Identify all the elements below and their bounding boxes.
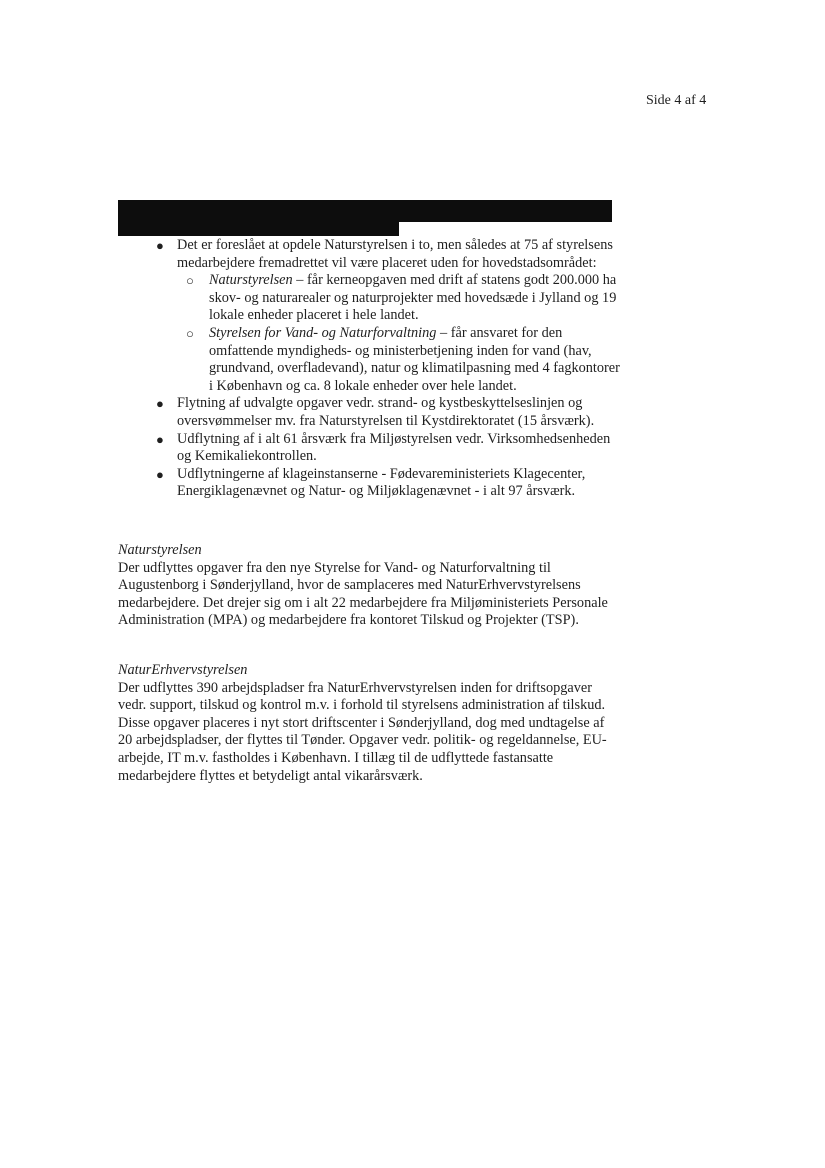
page-number: Side 4 af 4 [646, 93, 707, 108]
bullet-text: Udflytningerne af klageinstanserne - Fødevareministeriets Klagecenter, Energiklagenævnet og Natur- og Miljøklagenævnet - i alt 97 årsværk. [177, 465, 586, 500]
sub-list-item [177, 325, 626, 395]
sub-item-text: – får kerneopgaven med drift af statens godt 200.000 ha skov- og naturarealer og naturprojekter med hovedsæde i Jylland og 19 lokale enheder placeret i hele landet. [209, 272, 617, 324]
section-naturerhvervstyrelsen [118, 662, 618, 785]
sub-item-title: Naturstyrelsen [209, 272, 293, 289]
sub-list [177, 272, 626, 395]
section-body: Der udflyttes 390 arbejdspladser fra NaturErhvervstyrelsen inden for driftsopgaver vedr. support, tilskud og kontrol m.v. i forhold til styrelsens administration af tilskud. Disse opgaver placeres i nyt stort driftscenter i Sønderjylland, dog med undtagelse af 20 arbejdspladser, der flyttes til Tønder. Opgaver vedr. politik- og regeldannelse, EU-arbejde, IT m.v. fastholdes i København. I tillæg til de udflyttede fastansatte medarbejdere flyttes et betydeligt antal vikarårsværk. [118, 679, 607, 784]
list-item [146, 237, 626, 395]
sub-item-text: – får ansvaret for den omfattende myndigheds- og ministerbetjening inden for vand (hav, grundvand, overfladevand), natur og klimatilpasning med 4 fagkontorer i København og ca. 8 lokale enheder over hele landet. [209, 324, 620, 394]
bullet-text: Det er foreslået at opdele Naturstyrelsen i to, men således at 75 af styrelsens medarbejdere fremadrettet vil være placeret uden for hovedstadsområdet: [177, 237, 613, 271]
list-item [146, 466, 626, 501]
section-title: NaturErhvervstyrelsen [118, 662, 248, 678]
list-item [146, 395, 626, 430]
sub-item-title: Styrelsen for Vand- og Naturforvaltning [209, 324, 437, 341]
circle-bullet-icon: ○ [186, 325, 194, 341]
section-naturstyrelsen [118, 542, 618, 630]
redaction-bar [118, 220, 399, 236]
bullet-text: Udflytning af i alt 61 årsværk fra Miljøstyrelsen vedr. Virksomhedsenheden og Kemikaliekontrollen. [177, 430, 611, 465]
bullet-list [146, 237, 626, 501]
list-item [146, 431, 626, 466]
bullet-icon: ● [156, 396, 164, 412]
bullet-icon: ● [156, 238, 164, 253]
sub-list-item [177, 272, 626, 325]
bullet-icon: ● [156, 431, 164, 447]
section-title: Naturstyrelsen [118, 542, 202, 558]
redaction-bar [118, 200, 612, 222]
bullet-icon: ● [156, 466, 164, 482]
bullet-text: Flytning af udvalgte opgaver vedr. strand- og kystbeskyttelseslinjen og oversvømmelser mv. fra Naturstyrelsen til Kystdirektoratet (15 årsværk). [177, 395, 595, 429]
section-body: Der udflyttes opgaver fra den nye Styrelse for Vand- og Naturforvaltning til Augustenborg i Sønderjylland, hvor de samplaceres med NaturErhvervstyrelsens medarbejdere. Det drejer sig om i alt 22 medarbejdere fra Miljøministeriets Personale Administration (MPA) og medarbejdere fra kontoret Tilskud og Projekter (TSP). [118, 559, 608, 629]
circle-bullet-icon: ○ [186, 273, 194, 289]
